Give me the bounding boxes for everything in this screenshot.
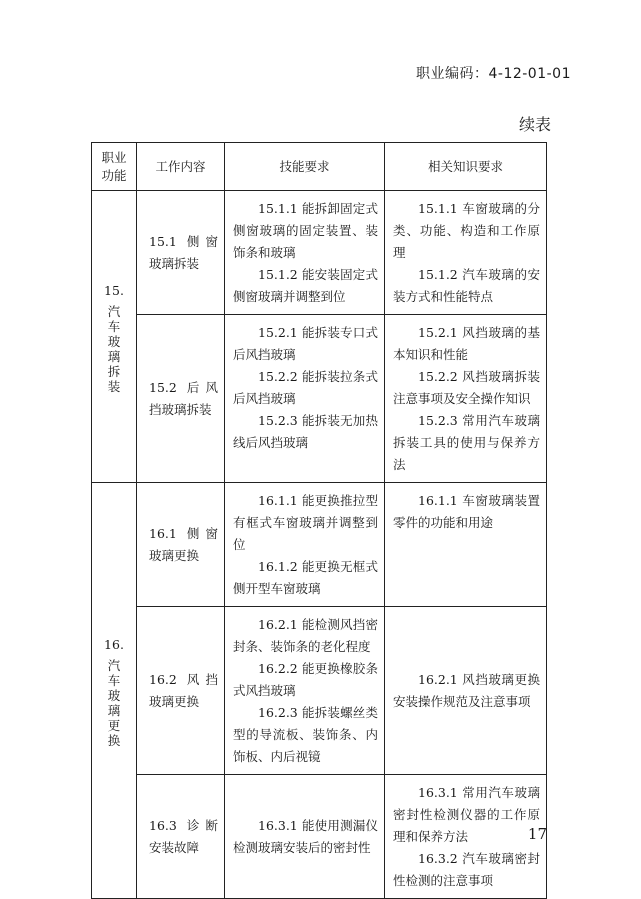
skill-cell	[225, 315, 385, 483]
occupation-code: 职业编码：4-12-01-01	[415, 66, 571, 82]
func-name: 汽车玻璃更换	[107, 657, 121, 748]
knowledge-cell	[385, 315, 547, 483]
skill-item: 16.2.3 能拆装螺丝类型的导流板、装饰条、内饰板、内后视镜	[233, 705, 378, 764]
knowledge-item: 16.3.2 汽车玻璃密封性检测的注意事项	[393, 851, 540, 888]
knowledge-item: 16.1.1 车窗玻璃装置零件的功能和用途	[393, 493, 540, 530]
skill-item: 16.2.2 能更换橡胶条式风挡玻璃	[233, 661, 378, 698]
skills-table	[91, 142, 547, 899]
func-cell-15	[92, 191, 137, 483]
header-skill: 技能要求	[225, 143, 385, 191]
knowledge-item: 15.2.1 风挡玻璃的基本知识和性能	[393, 325, 540, 362]
skill-cell	[225, 483, 385, 607]
skill-cell	[225, 607, 385, 775]
continued-label: 续表	[518, 115, 551, 134]
content-cell: 16.1 侧窗玻璃更换	[137, 483, 225, 607]
knowledge-cell	[385, 483, 547, 607]
knowledge-cell	[385, 775, 547, 899]
knowledge-item: 15.2.3 常用汽车玻璃拆装工具的使用与保养方法	[393, 413, 540, 472]
knowledge-cell	[385, 191, 547, 315]
table-row	[92, 483, 547, 607]
content-cell: 15.1 侧窗玻璃拆装	[137, 191, 225, 315]
knowledge-item: 16.2.1 风挡玻璃更换安装操作规范及注意事项	[393, 672, 540, 709]
knowledge-item: 15.1.1 车窗玻璃的分类、功能、构造和工作原理	[393, 201, 540, 260]
knowledge-item: 15.1.2 汽车玻璃的安装方式和性能特点	[393, 267, 540, 304]
knowledge-item: 16.3.1 常用汽车玻璃密封性检测仪器的工作原理和保养方法	[393, 785, 540, 844]
skill-item: 15.2.2 能拆装拉条式后风挡玻璃	[233, 369, 378, 406]
skill-item: 15.2.3 能拆装无加热线后风挡玻璃	[233, 413, 378, 450]
knowledge-cell	[385, 607, 547, 775]
knowledge-item: 15.2.2 风挡玻璃拆装注意事项及安全操作知识	[393, 369, 540, 406]
func-cell-16	[92, 483, 137, 899]
table-row	[92, 315, 547, 483]
skill-item: 16.1.1 能更换推拉型有框式车窗玻璃并调整到位	[233, 493, 378, 552]
skill-item: 16.1.2 能更换无框式侧开型车窗玻璃	[233, 559, 378, 596]
func-number: 16.	[104, 636, 124, 652]
skill-item: 16.3.1 能使用测漏仪检测玻璃安装后的密封性	[233, 818, 378, 855]
content-cell: 16.2 风挡玻璃更换	[137, 607, 225, 775]
table-header-row	[92, 143, 547, 191]
skill-cell	[225, 191, 385, 315]
skill-cell	[225, 775, 385, 899]
func-number: 15.	[104, 282, 124, 298]
func-name: 汽车玻璃拆装	[107, 303, 121, 394]
content-cell: 15.2 后风挡玻璃拆装	[137, 315, 225, 483]
skill-item: 16.2.1 能检测风挡密封条、装饰条的老化程度	[233, 617, 378, 654]
header-knowledge: 相关知识要求	[385, 143, 547, 191]
table-row	[92, 607, 547, 775]
skill-item: 15.1.2 能安装固定式侧窗玻璃并调整到位	[233, 267, 378, 304]
table-row	[92, 191, 547, 315]
content-cell: 16.3 诊断安装故障	[137, 775, 225, 899]
header-content: 工作内容	[137, 143, 225, 191]
table-row	[92, 775, 547, 899]
skill-item: 15.1.1 能拆卸固定式侧窗玻璃的固定装置、装饰条和玻璃	[233, 201, 378, 260]
header-func: 职业功能	[92, 143, 137, 191]
page-number: 17	[527, 825, 547, 843]
skill-item: 15.2.1 能拆装专口式后风挡玻璃	[233, 325, 378, 362]
